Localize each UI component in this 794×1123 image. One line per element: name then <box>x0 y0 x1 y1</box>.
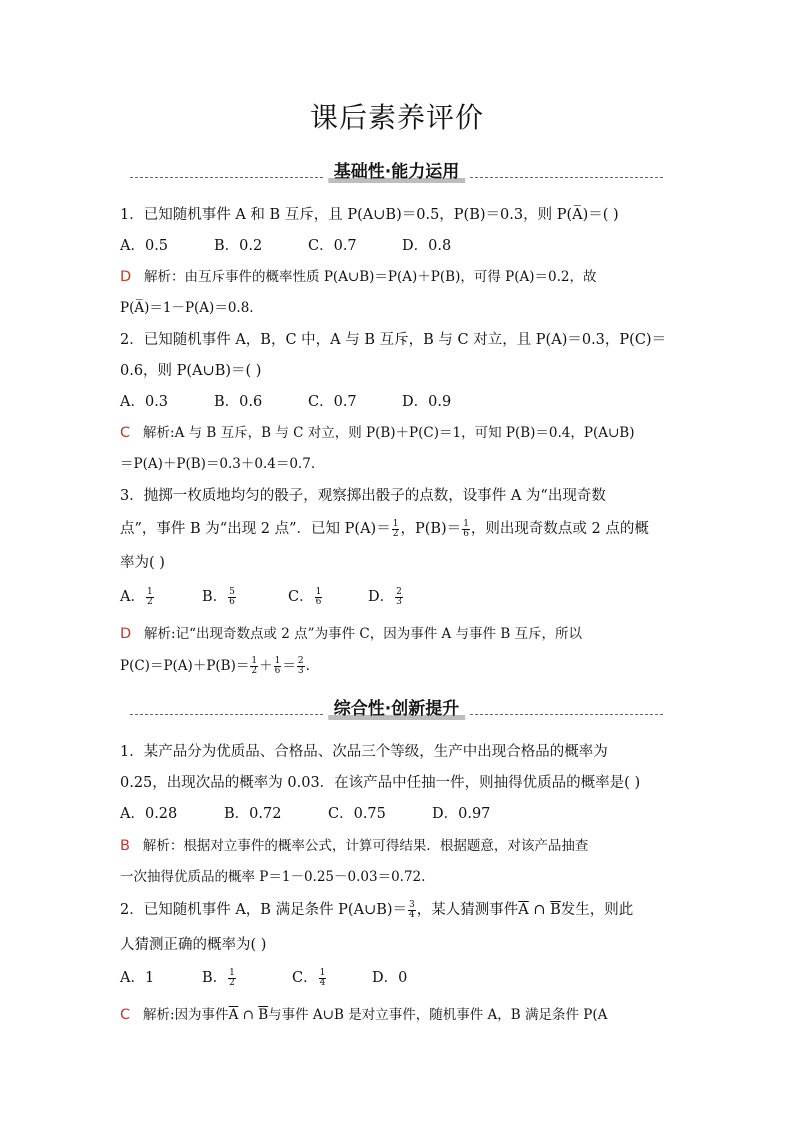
option-b: B．0.72 <box>224 806 282 822</box>
option-a: A．0.3 <box>120 394 169 410</box>
section-header-advanced <box>130 695 663 717</box>
option-d: D．0.9 <box>402 394 452 410</box>
solution-label: 解析: <box>144 626 176 642</box>
fraction <box>392 520 400 539</box>
numerator: 1 <box>146 586 153 597</box>
solution-label: 解析: <box>143 425 175 441</box>
solution-text: 由互斥事件的概率性质 P(A∪B)＝P(A)＋P(B)，可得 P(A)＝0.2，故 <box>184 269 597 285</box>
solution-line: ＝P(A)＋P(B)＝0.3＋0.4＝0.7. <box>120 456 316 472</box>
solution-line <box>120 421 635 441</box>
option-c: C．0.7 <box>308 394 357 410</box>
denominator: 6 <box>229 596 235 607</box>
complement-b: $\overline{B}$ <box>258 1007 269 1023</box>
period: . <box>305 658 310 674</box>
fraction <box>319 969 327 988</box>
solution-text: 记“出现奇数点或 2 点”为事件 C，因为事件 A 与事件 B 互斥，所以 <box>175 626 583 642</box>
option-c: C．0.75 <box>328 806 386 822</box>
denominator: 2 <box>251 666 258 676</box>
denominator: 6 <box>463 528 469 539</box>
fraction <box>250 657 258 676</box>
answer-letter: C <box>120 425 131 441</box>
option-label: C． <box>292 970 318 986</box>
numerator: 3 <box>409 899 415 910</box>
options-row <box>120 390 451 411</box>
fraction <box>315 588 323 607</box>
numerator: 1 <box>251 656 258 666</box>
solution-line <box>120 834 588 854</box>
solution-line: 一次抽得优质品的概率 P＝1－0.25－0.03＝0.72. <box>120 869 426 885</box>
intersection-sign: ∩ <box>528 902 551 918</box>
denominator: 4 <box>319 977 326 988</box>
solution-line <box>120 265 596 285</box>
question-stem: 1．某产品分为优质品、合格品、次品三个等级，生产中出现合格品的概率为 <box>120 744 608 760</box>
options-row <box>120 585 404 607</box>
solution-text: 与事件 A∪B 是对立事件，随机事件 A，B 满足条件 P(A <box>268 1007 608 1023</box>
option-label: A． <box>120 589 145 605</box>
option-c <box>292 966 372 988</box>
page-title: 课后素养评价 <box>309 101 484 134</box>
question-stem: 0.25，出现次品的概率为 0.03．在该产品中任抽一件，则抽得优质品的概率是( ) <box>120 775 641 791</box>
solution-label: 解析： <box>144 269 185 285</box>
question-stem <box>120 517 649 539</box>
option-b <box>202 585 288 607</box>
solution-line <box>120 622 582 642</box>
numerator: 2 <box>297 656 304 666</box>
fraction <box>462 520 470 539</box>
option-d: D．0 <box>372 970 408 986</box>
denominator: 2 <box>146 596 153 607</box>
denominator: 6 <box>315 596 322 607</box>
denominator: 3 <box>297 666 304 676</box>
option-a <box>120 585 202 607</box>
solution-text: A 与 B 互斥，B 与 C 对立，则 P(B)＋P(C)＝1，可知 P(B)＝0.4，P(A∪B) <box>174 425 635 441</box>
option-c <box>288 585 368 607</box>
option-b: B．0.2 <box>214 238 263 254</box>
question-stem: 1．已知随机事件 A 和 B 互斥，且 P(A∪B)＝0.5，P(B)＝0.3，则 P(A̅)＝( ) <box>120 207 619 223</box>
solution-line: P(A̅)＝1－P(A)＝0.8. <box>120 300 254 316</box>
complement-a: $\overline{A}$ <box>518 902 529 918</box>
section-title: 基础性·能力运用 <box>324 157 469 182</box>
question-stem: 率为( ) <box>120 555 165 571</box>
answer-letter: D <box>120 269 132 285</box>
answer-letter: C <box>120 1007 131 1023</box>
question-stem: 3．抛掷一枚质地均匀的骰子，观察掷出骰子的点数，设事件 A 为“出现奇数 <box>120 488 606 504</box>
question-stem: 2．已知随机事件 A，B，C 中，A 与 B 互斥，B 与 C 对立，且 P(A)＝0.3，P(C)＝ <box>120 332 667 348</box>
numerator: 2 <box>396 586 402 597</box>
solution-label: 解析： <box>142 838 184 854</box>
solution-label: 解析: <box>143 1007 175 1023</box>
solution-text: 因为事件 <box>174 1007 229 1023</box>
denominator: 3 <box>396 596 402 607</box>
fraction <box>408 901 416 920</box>
option-d: D．0.8 <box>402 238 452 254</box>
stem-text: 点”，事件 B 为“出现 2 点”．已知 P(A)＝ <box>120 521 391 537</box>
fraction <box>297 657 305 676</box>
option-d: D．0.97 <box>432 806 491 822</box>
denominator: 2 <box>392 528 399 539</box>
option-label: D． <box>368 589 395 605</box>
option-label: B． <box>202 970 228 986</box>
option-d <box>368 585 404 607</box>
stem-text: 发生，则此 <box>560 902 634 918</box>
numerator: 1 <box>229 967 235 978</box>
numerator: 1 <box>463 518 469 529</box>
stem-text: ，P(B)＝ <box>400 521 462 537</box>
complement-b: $\overline{B}$ <box>550 902 561 918</box>
options-row <box>120 802 490 823</box>
stem-text: ，某人猜测事件 <box>416 902 519 918</box>
plus-sign: ＋ <box>259 658 273 674</box>
options-row <box>120 966 407 988</box>
solution-text: P(C)＝P(A)＋P(B)＝ <box>120 658 250 674</box>
option-b: B．0.6 <box>214 394 263 410</box>
numerator: 1 <box>315 586 322 597</box>
option-b <box>202 966 292 988</box>
numerator: 1 <box>319 967 326 978</box>
denominator: 2 <box>229 977 235 988</box>
question-stem: 0.6，则 P(A∪B)＝( ) <box>120 363 262 379</box>
numerator: 1 <box>392 518 399 529</box>
section-header-basic <box>130 158 663 180</box>
section-title: 综合性·创新提升 <box>324 694 469 719</box>
equals-sign: ＝ <box>282 658 296 674</box>
stem-text: ，则出现奇数点或 2 点的概 <box>470 521 649 537</box>
intersection-sign: ∩ <box>238 1007 259 1023</box>
denominator: 6 <box>274 666 281 676</box>
fraction <box>395 588 403 607</box>
fraction <box>228 588 236 607</box>
option-a: A．1 <box>120 970 155 986</box>
solution-text: 根据对立事件的概率公式，计算可得结果．根据题意，对该产品抽查 <box>183 838 589 854</box>
fraction <box>228 969 236 988</box>
fraction <box>274 657 282 676</box>
answer-letter: D <box>120 626 132 642</box>
question-stem <box>120 898 633 920</box>
option-a: A．0.28 <box>120 806 178 822</box>
question-stem: 人猜测正确的概率为( ) <box>120 937 267 953</box>
options-row <box>120 234 451 255</box>
denominator: 4 <box>409 909 415 920</box>
numerator: 1 <box>274 656 281 666</box>
stem-text: 2．已知随机事件 A，B 满足条件 P(A∪B)＝ <box>120 902 408 918</box>
numerator: 5 <box>229 586 235 597</box>
option-c: C．0.7 <box>308 238 357 254</box>
solution-line <box>120 654 310 676</box>
answer-letter: B <box>120 838 130 854</box>
solution-line <box>120 1003 607 1023</box>
option-a: A．0.5 <box>120 238 169 254</box>
fraction <box>146 588 154 607</box>
option-label: C． <box>288 589 314 605</box>
complement-a: $\overline{A}$ <box>228 1007 239 1023</box>
option-label: B． <box>202 589 228 605</box>
